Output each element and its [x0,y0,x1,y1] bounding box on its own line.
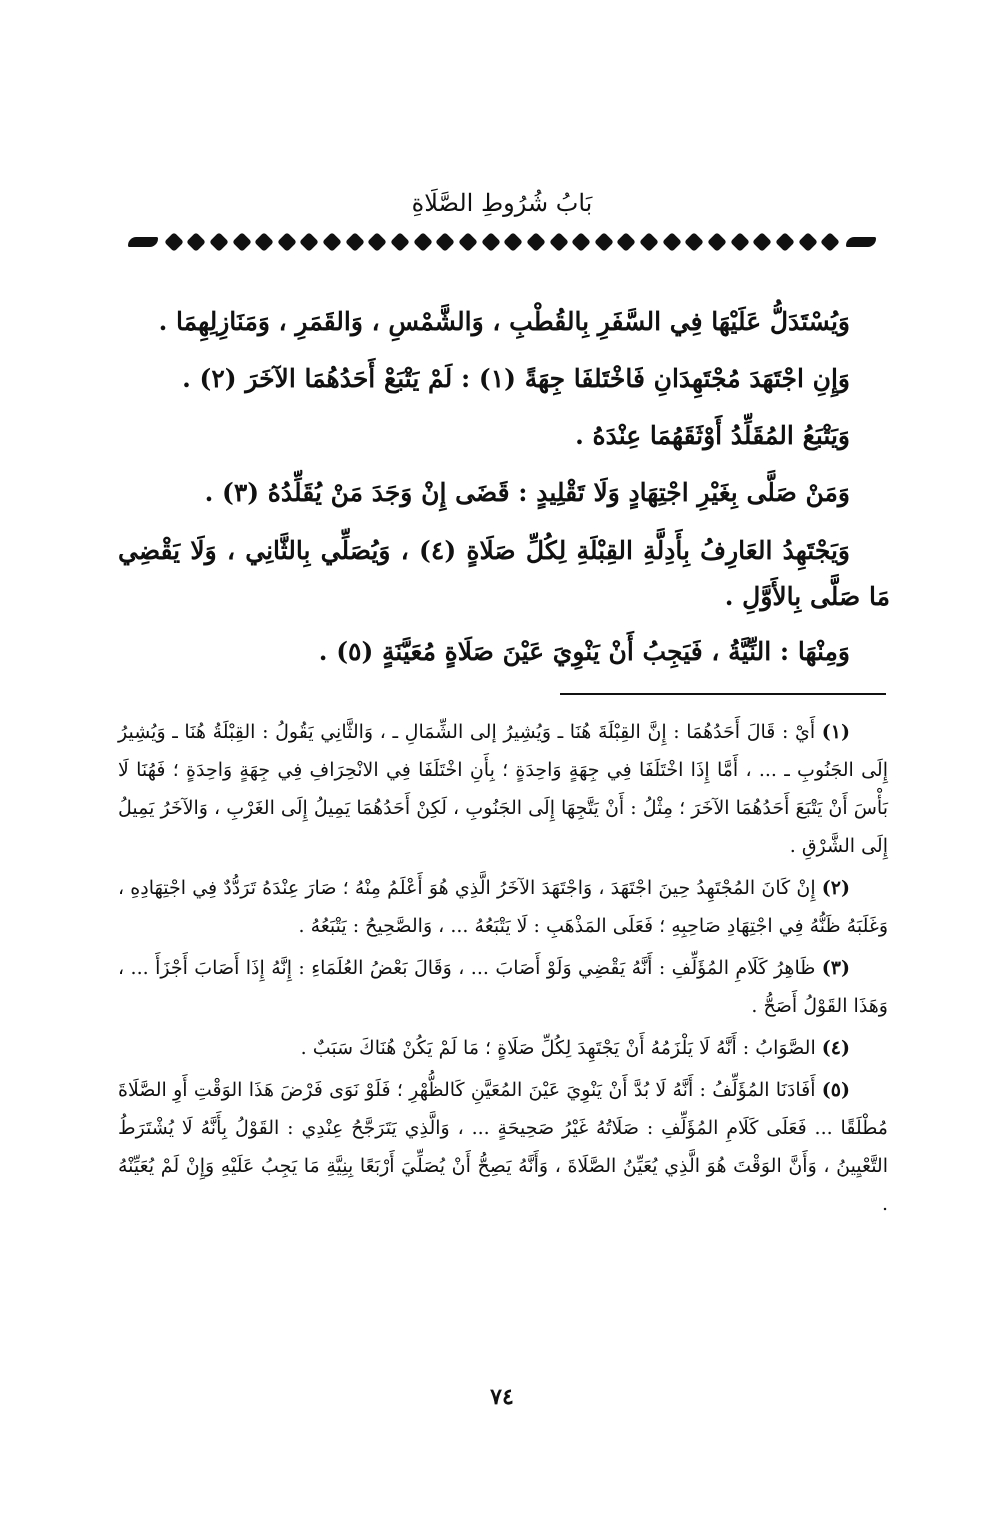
footnote-separator [560,693,886,695]
footnote [118,949,888,1025]
ornament-dot [435,232,455,252]
footnote-text: ظَاهِرُ كَلَامِ المُؤَلِّفِ : أَنَّهُ يَقْضِي وَلَوْ أَصَابَ ... ، وَقَالَ بَعْضُ العُلَمَاءِ : إِنَّهُ إِذَا أَصَابَ أَجْزَأَ ... ، وَهَذَا القَوْلُ أَصَحُّ . [118,957,888,1017]
ornament-dot [684,232,704,252]
main-paragraph: وَيَتْبَعُ المُقَلِّدُ أَوْثَقَهُمَا عِنْدَهُ . [575,421,850,450]
ornament-end-right [846,237,876,247]
ornament-dot [209,232,229,252]
chapter-header-title: بَابُ شُرُوطِ الصَّلَاةِ [411,189,593,217]
ornament-dot [752,232,772,252]
ornament-dot [730,232,750,252]
ornament-dot [549,232,569,252]
footnote-number: (٤) [821,1037,850,1059]
ornament-dot [277,232,297,252]
ornament-dot [798,232,818,252]
ornament-dot [571,232,591,252]
footnote-number: (٢) [821,877,850,899]
ornament-dot [662,232,682,252]
ornament-dot [707,232,727,252]
main-text [118,300,890,687]
ornament-dot [481,232,501,252]
ornament-dot [164,232,184,252]
ornament-dot [413,232,433,252]
ornament-dot [458,232,478,252]
main-paragraph: وَيُسْتَدَلُّ عَلَيْهَا فِي السَّفَرِ بِالقُطْبِ ، وَالشَّمْسِ ، وَالقَمَرِ ، وَمَنَازِلِهِمَا . [158,307,850,336]
ornament-dot [820,232,840,252]
ornament-dot [232,232,252,252]
decorative-border [128,232,876,252]
footnote [118,869,888,945]
footnote [118,1029,888,1067]
ornament-dot [254,232,274,252]
ornament-dot [322,232,342,252]
footnote-text: إِنْ كَانَ المُجْتَهِدُ حِينَ اجْتَهَدَ ، وَاجْتَهَدَ الآخَرُ الَّذِي هُوَ أَعْلَمُ مِنْهُ ؛ صَارَ عِنْدَهُ تَرَدُّدٌ فِي اجْتِهَادِهِ ، وَغَلَبَهُ ظَنُّهُ فِي اجْتِهَادِ صَاحِبِهِ ؛ فَعَلَى المَذْهَبِ : لَا يَتْبَعُهُ ... ، وَالصَّحِيحُ : يَتْبَعُهُ . [118,877,888,937]
ornament-dot [617,232,637,252]
footnote-number: (٣) [821,957,850,979]
main-paragraph: وَمِنْهَا : النِّيَّةُ ، فَيَجِبُ أَنْ يَنْوِيَ عَيْنَ صَلَاةٍ مُعَيَّنَةٍ (٥) . [318,637,850,666]
ornament-dot [186,232,206,252]
ornament-dot [368,232,388,252]
footnote-number: (١) [821,721,850,743]
page-number: ٧٤ [490,1384,514,1410]
ornament-dot [594,232,614,252]
ornament-dot [526,232,546,252]
footnotes [118,713,888,1227]
ornament-dot [503,232,523,252]
main-paragraph: وَإِنِ اجْتَهَدَ مُجْتَهِدَانِ فَاخْتَلفَا جِهَةً (١) : لَمْ يَتْبَعْ أَحَدُهُمَا الآخَرَ (٢) . [182,364,850,393]
ornament-dot [639,232,659,252]
footnote-text: أَيْ : قَالَ أَحَدُهُمَا : إِنَّ القِبْلَةَ هُنَا ـ وَيُشِيرُ إلى الشِّمَالِ ـ ، وَالثَّانِي يَقُولُ : القِبْلَةُ هُنَا ـ وَيُشِيرُ إِلَى الجَنُوبِ ـ ... ، أَمَّا إِذَا اخْتَلَفَا فِي جِهَةٍ وَاحِدَةٍ ؛ بِأَنِ اخْتَلَفَا فِي الانْحِرَافِ فِي جِهَةٍ وَاحِدَةٍ ؛ فَهُنَا لَا بَأْسَ أَنْ يَتْبَعَ أَحَدُهُمَا الآخَرَ ؛ مِثْلُ : أَنْ يَتَّجِهَا إِلَى الجَنُوبِ ، لَكِنْ أَحَدُهُمَا يَمِيلُ إِلَى الغَرْبِ ، وَالآخَرُ يَمِيلُ إِلَى الشَّرْقِ . [118,721,888,857]
ornament-dot [390,232,410,252]
ornament-end-left [128,237,158,247]
ornament-dot [775,232,795,252]
footnote [118,713,888,865]
footnote-number: (٥) [821,1079,850,1101]
ornament-dot [345,232,365,252]
main-paragraph: وَمَنْ صَلَّى بِغَيْرِ اجْتِهَادٍ وَلَا تَقْلِيدٍ : قَضَى إِنْ وَجَدَ مَنْ يُقَلِّدُهُ (٣) . [204,478,850,507]
footnote-text: الصَّوَابُ : أَنَّهُ لَا يَلْزَمُهُ أَنْ يَجْتَهِدَ لِكُلِّ صَلَاةٍ ؛ مَا لَمْ يَكُنْ هُنَاكَ سَبَبٌ . [300,1037,816,1059]
footnote-text: أَفَادَنَا المُؤَلِّفُ : أَنَّهُ لَا بُدَّ أَنْ يَنْوِيَ عَيْنَ المُعَيَّنِ كَالظُّهْرِ ؛ فَلَوْ نَوَى فَرْضَ هَذَا الوَقْتِ أَوِ الصَّلَاةَ مُطْلَقًا ... فَعَلَى كَلَامِ المُؤَلِّفِ : صَلَاتُهُ غَيْرُ صَحِيحَةٍ ... ، وَالَّذِي يَتَرَجَّحُ عِنْدِي : القَوْلُ بِأَنَّهُ لَا يُشْتَرَطُ التَّعْيِينُ ، وَأَنَّ الوَقْتَ هُوَ الَّذِي يُعَيِّنُ الصَّلَاةَ ، وَأَنَّهُ يَصِحُّ أَنْ يُصَلِّيَ أَرْبَعًا بِنِيَّةِ مَا يَجِبُ عَلَيْهِ وَإِنْ لَمْ يُعَيِّنْهُ . [118,1079,888,1215]
main-paragraph: وَيَجْتَهِدُ العَارِفُ بِأَدِلَّةِ القِبْلَةِ لِكُلِّ صَلَاةٍ (٤) ، وَيُصَلِّي بِالثَّانِي ، وَلَا يَقْضِي مَا صَلَّى بِالأَوَّلِ . [118,536,890,611]
ornament-dot [300,232,320,252]
footnote [118,1071,888,1223]
